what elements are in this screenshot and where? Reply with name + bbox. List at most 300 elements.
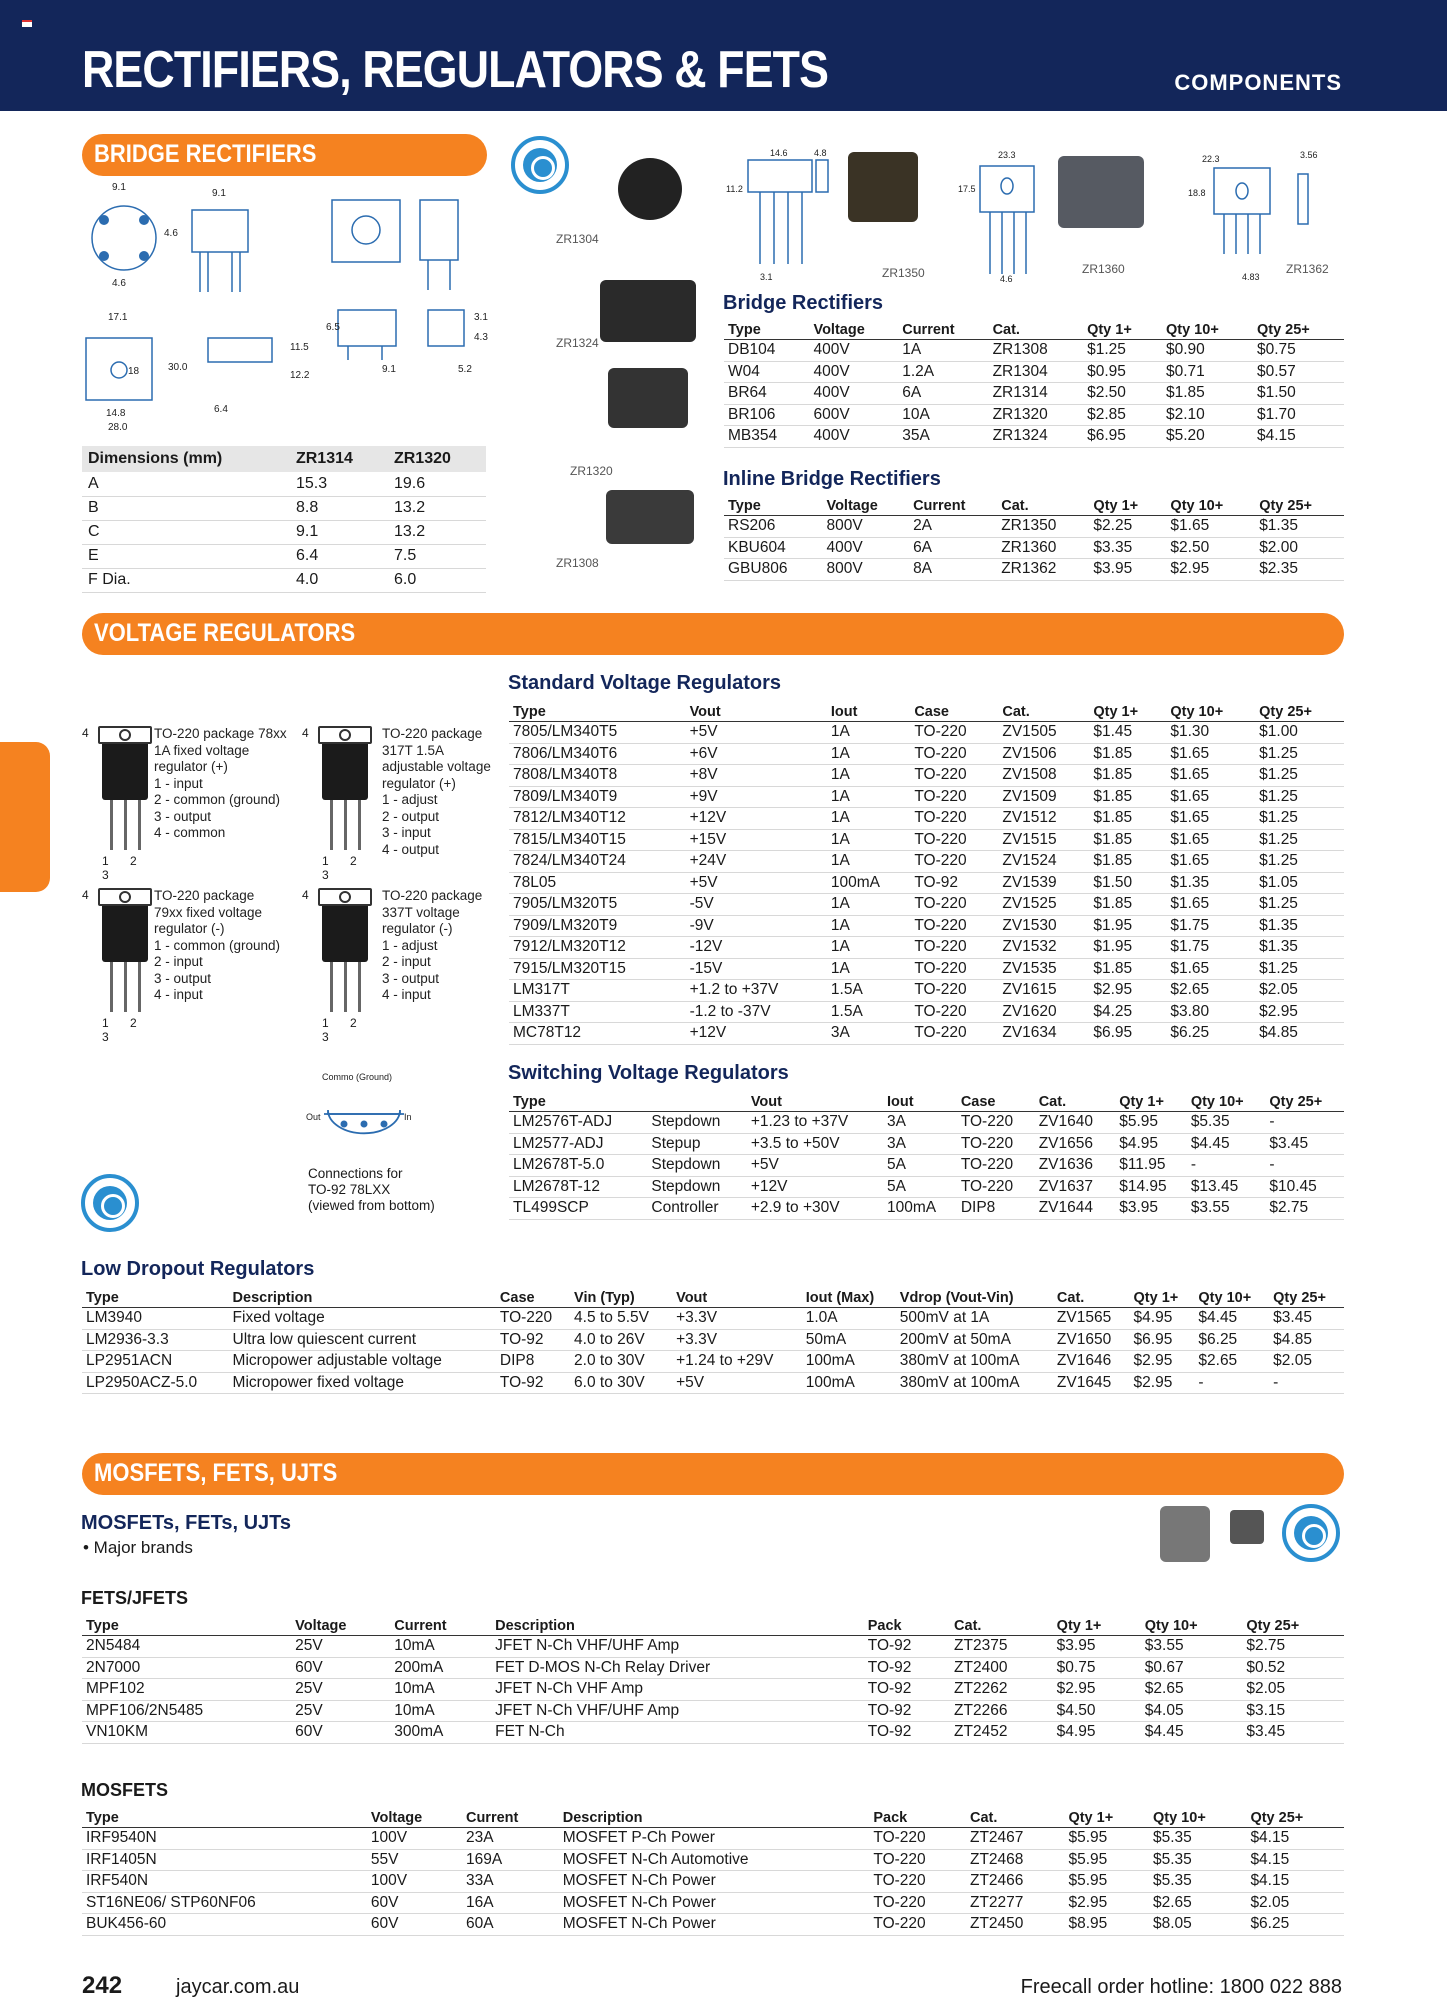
- table-cell: 100mA: [827, 872, 910, 894]
- table-cell: $3.55: [1187, 1198, 1266, 1220]
- table-cell: 5A: [883, 1176, 957, 1198]
- table-cell: $1.50: [1089, 872, 1166, 894]
- table-cell: ZR1304: [989, 361, 1084, 383]
- product-photo-mosfet: [1160, 1506, 1210, 1562]
- dims-cell: 6.4: [290, 544, 388, 568]
- table-cell: 100V: [367, 1828, 462, 1850]
- table-row: [82, 520, 486, 544]
- table-row: [509, 808, 1344, 830]
- column-header: Qty 1+: [1089, 702, 1166, 722]
- table-row: [82, 1722, 1344, 1744]
- table-cell: 800V: [822, 559, 909, 581]
- table-cell: TO-220: [869, 1849, 966, 1871]
- table-cell: $1.85: [1162, 383, 1253, 405]
- table-row: [509, 958, 1344, 980]
- table-cell: LM317T: [509, 980, 686, 1002]
- product-photo-zr1320: [608, 368, 688, 428]
- fets-heading: FETS/JFETS: [81, 1588, 189, 1608]
- table-cell: TO-92: [496, 1372, 570, 1394]
- table-cell: $2.65: [1194, 1351, 1269, 1373]
- column-header: Case: [957, 1092, 1035, 1112]
- pin-leg: [358, 962, 361, 1012]
- column-header: Qty 25+: [1242, 1616, 1344, 1636]
- column-header: Qty 1+: [1130, 1288, 1195, 1308]
- table-cell: +12V: [686, 1023, 827, 1045]
- table-cell: 7812/LM340T12: [509, 808, 686, 830]
- table-cell: $1.35: [1166, 872, 1255, 894]
- pin-labels: 1 2 3: [322, 1016, 366, 1044]
- table-cell: TO-220: [496, 1308, 570, 1330]
- drawing-label: 4.6: [112, 278, 126, 289]
- table-cell: $4.15: [1246, 1828, 1344, 1850]
- table-cell: $1.25: [1255, 786, 1344, 808]
- table-cell: TO-92: [864, 1700, 950, 1722]
- table-cell: 7912/LM320T12: [509, 937, 686, 959]
- dims-header: ZR1320: [388, 446, 486, 472]
- table-cell: 100V: [367, 1871, 462, 1893]
- table-cell: $1.65: [1166, 516, 1255, 538]
- table-cell: +9V: [686, 786, 827, 808]
- table-cell: 3A: [827, 1023, 910, 1045]
- table-cell: $1.75: [1166, 937, 1255, 959]
- drawing-label: 28.0: [108, 422, 128, 433]
- table-cell: LM337T: [509, 1001, 686, 1023]
- globe-icon[interactable]: [1282, 1504, 1340, 1562]
- table-cell: LM2678T-5.0: [509, 1155, 647, 1177]
- drawing-label: 18: [128, 366, 140, 377]
- table-cell: ZV1637: [1035, 1176, 1116, 1198]
- column-header: Cat.: [998, 702, 1089, 722]
- table-cell: TO-220: [869, 1914, 966, 1936]
- dims-header: Dimensions (mm): [82, 446, 290, 472]
- table-cell: $1.95: [1089, 915, 1166, 937]
- table-cell: $1.65: [1166, 765, 1255, 787]
- column-header: Type: [82, 1288, 229, 1308]
- table-cell: 2.0 to 30V: [570, 1351, 672, 1373]
- table-cell: ZV1525: [998, 894, 1089, 916]
- table-row: [82, 1679, 1344, 1701]
- table-row: [509, 980, 1344, 1002]
- table-cell: +1.23 to +37V: [747, 1112, 883, 1134]
- table-cell: 7808/LM340T8: [509, 765, 686, 787]
- voltage-section-title: VOLTAGE REGULATORS: [94, 619, 356, 647]
- table-cell: $1.25: [1255, 894, 1344, 916]
- table-row: [509, 1176, 1344, 1198]
- table-cell: 1.5A: [827, 1001, 910, 1023]
- table-cell: $2.85: [1083, 404, 1162, 426]
- table-cell: IRF1405N: [82, 1849, 367, 1871]
- table-cell: ZV1505: [998, 722, 1089, 744]
- drawing-label: 6.5: [326, 322, 340, 333]
- table-cell: $4.15: [1246, 1849, 1344, 1871]
- table-cell: FET D-MOS N-Ch Relay Driver: [491, 1657, 864, 1679]
- table-cell: $2.65: [1149, 1892, 1246, 1914]
- website-link[interactable]: jaycar.com.au: [176, 1976, 300, 1998]
- table-row: [509, 851, 1344, 873]
- low-dropout-heading: Low Dropout Regulators: [81, 1258, 315, 1280]
- table-cell: TO-220: [957, 1112, 1035, 1134]
- table-cell: ZV1644: [1035, 1198, 1116, 1220]
- table-cell: -: [1265, 1155, 1344, 1177]
- drawing-label: 9.1: [112, 182, 126, 193]
- product-caption: ZR1320: [570, 464, 613, 478]
- table-cell: ZV1640: [1035, 1112, 1116, 1134]
- table-cell: TO-92: [864, 1657, 950, 1679]
- dim-label: 14.6: [770, 148, 788, 158]
- table-cell: ZT2277: [966, 1892, 1064, 1914]
- table-row: [724, 516, 1344, 538]
- product-caption: ZR1362: [1286, 262, 1329, 276]
- table-cell: ZV1506: [998, 743, 1089, 765]
- table-cell: $1.65: [1166, 851, 1255, 873]
- table-cell: $1.25: [1255, 743, 1344, 765]
- table-row: [509, 915, 1344, 937]
- table-cell: $1.95: [1089, 937, 1166, 959]
- package-description: TO-220 package 317T 1.5A adjustable voltage regulator (+) 1 - adjust 2 - output 3 - input 4 - output: [382, 726, 491, 857]
- column-header: Qty 10+: [1166, 702, 1255, 722]
- table-row: [724, 559, 1344, 581]
- column-header: Type: [82, 1808, 367, 1828]
- table-cell: $0.52: [1242, 1657, 1344, 1679]
- pin-leg: [330, 962, 333, 1012]
- table-cell: GBU806: [724, 559, 822, 581]
- dims-cell: 7.5: [388, 544, 486, 568]
- table-cell: 7909/LM320T9: [509, 915, 686, 937]
- table-cell: LM2577-ADJ: [509, 1133, 647, 1155]
- column-header: Description: [229, 1288, 496, 1308]
- table-cell: TO-220: [910, 786, 998, 808]
- table-cell: 55V: [367, 1849, 462, 1871]
- table-cell: $0.67: [1141, 1657, 1243, 1679]
- table-cell: $1.35: [1255, 915, 1344, 937]
- table-cell: 50mA: [802, 1329, 896, 1351]
- table-cell: $6.25: [1166, 1023, 1255, 1045]
- table-cell: 7915/LM320T15: [509, 958, 686, 980]
- table-cell: $3.35: [1089, 537, 1166, 559]
- table-cell: $4.85: [1255, 1023, 1344, 1045]
- globe-icon[interactable]: [81, 1174, 139, 1232]
- product-caption: ZR1324: [556, 336, 599, 350]
- pin-leg: [124, 800, 127, 850]
- mounting-hole: [339, 729, 351, 741]
- column-header: Voltage: [367, 1808, 462, 1828]
- pin-leg: [110, 962, 113, 1012]
- dims-cell: 9.1: [290, 520, 388, 544]
- table-cell: 1A: [827, 958, 910, 980]
- fets-table: [82, 1616, 1344, 1744]
- column-header: Cat.: [950, 1616, 1053, 1636]
- table-cell: 400V: [809, 426, 898, 448]
- table-cell: TO-92: [910, 872, 998, 894]
- table-cell: $4.45: [1141, 1722, 1243, 1744]
- dim-label: 23.3: [998, 150, 1016, 160]
- table-cell: TO-220: [910, 958, 998, 980]
- globe-icon[interactable]: [511, 136, 569, 194]
- table-cell: +5V: [686, 872, 827, 894]
- table-cell: $4.15: [1253, 426, 1344, 448]
- column-header: Qty 1+: [1115, 1092, 1187, 1112]
- table-cell: $1.25: [1083, 340, 1162, 362]
- table-cell: $2.65: [1166, 980, 1255, 1002]
- mounting-hole: [119, 891, 131, 903]
- dims-cell: 15.3: [290, 472, 388, 496]
- table-row: [82, 1871, 1344, 1893]
- column-header: Current: [390, 1616, 491, 1636]
- table-cell: 16A: [462, 1892, 559, 1914]
- table-cell: ZV1512: [998, 808, 1089, 830]
- table-cell: $3.80: [1166, 1001, 1255, 1023]
- drawing-label: 17.1: [108, 312, 128, 323]
- table-cell: 100mA: [883, 1198, 957, 1220]
- table-cell: BUK456-60: [82, 1914, 367, 1936]
- table-cell: $1.65: [1166, 786, 1255, 808]
- table-cell: 2N7000: [82, 1657, 291, 1679]
- table-cell: $1.85: [1089, 808, 1166, 830]
- table-cell: $2.05: [1255, 980, 1344, 1002]
- table-cell: $6.95: [1083, 426, 1162, 448]
- table-cell: 3A: [883, 1112, 957, 1134]
- mounting-hole: [339, 891, 351, 903]
- package-description: TO-220 package 337T voltage regulator (-) 1 - adjust 2 - input 3 - output 4 - input: [382, 888, 483, 1002]
- table-cell: ZT2450: [966, 1914, 1064, 1936]
- table-cell: Stepdown: [647, 1176, 746, 1198]
- table-cell: +2.9 to +30V: [747, 1198, 883, 1220]
- table-cell: $3.95: [1115, 1198, 1187, 1220]
- table-cell: $2.35: [1255, 559, 1344, 581]
- table-cell: 1A: [827, 937, 910, 959]
- table-row: [82, 1892, 1344, 1914]
- table-row: [82, 1849, 1344, 1871]
- column-header: Cat.: [1035, 1092, 1116, 1112]
- table-cell: +3.3V: [672, 1329, 802, 1351]
- column-header: Description: [559, 1808, 870, 1828]
- table-cell: DIP8: [957, 1198, 1035, 1220]
- table-row: [509, 937, 1344, 959]
- table-cell: $4.45: [1187, 1133, 1266, 1155]
- dim-label: 22.3: [1202, 154, 1220, 164]
- table-cell: 1A: [827, 765, 910, 787]
- pin-number: 4: [82, 726, 89, 740]
- column-header: Qty 1+: [1064, 1808, 1149, 1828]
- dims-cell: A: [82, 472, 290, 496]
- column-header: Vin (Typ): [570, 1288, 672, 1308]
- column-header: Qty 25+: [1246, 1808, 1344, 1828]
- table-cell: 25V: [291, 1700, 390, 1722]
- drawing-label: 6.4: [214, 404, 228, 415]
- table-cell: $1.25: [1255, 808, 1344, 830]
- package-diagram: [302, 888, 532, 1044]
- table-cell: +3.5 to +50V: [747, 1133, 883, 1155]
- column-header: Qty 1+: [1083, 320, 1162, 340]
- table-row: [724, 361, 1344, 383]
- pin-leg: [344, 800, 347, 850]
- column-header: Vdrop (Vout-Vin): [896, 1288, 1053, 1308]
- table-cell: 300mA: [390, 1722, 491, 1744]
- table-cell: ZT2468: [966, 1849, 1064, 1871]
- table-cell: $5.35: [1149, 1871, 1246, 1893]
- table-cell: ZV1645: [1053, 1372, 1130, 1394]
- table-row: [82, 1657, 1344, 1679]
- bridge-section-title: BRIDGE RECTIFIERS: [94, 140, 317, 168]
- table-cell: 1.0A: [802, 1308, 896, 1330]
- pin-leg: [138, 962, 141, 1012]
- table-cell: $1.85: [1089, 829, 1166, 851]
- table-row: [509, 765, 1344, 787]
- table-cell: $4.45: [1194, 1308, 1269, 1330]
- table-cell: $5.35: [1149, 1849, 1246, 1871]
- dims-cell: 13.2: [388, 496, 486, 520]
- dims-cell: C: [82, 520, 290, 544]
- drawing-label: 4.6: [164, 228, 178, 239]
- table-cell: 380mV at 100mA: [896, 1372, 1053, 1394]
- table-cell: 6A: [898, 383, 988, 405]
- table-cell: 1A: [827, 829, 910, 851]
- table-cell: ZV1656: [1035, 1133, 1116, 1155]
- table-cell: $2.50: [1166, 537, 1255, 559]
- table-cell: $1.65: [1166, 829, 1255, 851]
- table-cell: TO-92: [496, 1329, 570, 1351]
- table-cell: $3.15: [1242, 1700, 1344, 1722]
- dim-label: 18.8: [1188, 188, 1206, 198]
- table-cell: -5V: [686, 894, 827, 916]
- table-cell: 23A: [462, 1828, 559, 1850]
- column-header: Current: [898, 320, 988, 340]
- dims-header: ZR1314: [290, 446, 388, 472]
- table-cell: Micropower adjustable voltage: [229, 1351, 496, 1373]
- pin-number: 4: [302, 726, 309, 740]
- table-row: [82, 1700, 1344, 1722]
- table-cell: $1.85: [1089, 786, 1166, 808]
- table-cell: 1A: [827, 851, 910, 873]
- table-cell: BR106: [724, 404, 809, 426]
- table-cell: 4.5 to 5.5V: [570, 1308, 672, 1330]
- table-row: [82, 1308, 1344, 1330]
- table-cell: LP2950ACZ-5.0: [82, 1372, 229, 1394]
- table-cell: 7809/LM340T9: [509, 786, 686, 808]
- table-cell: $0.90: [1162, 340, 1253, 362]
- table-cell: $1.30: [1166, 722, 1255, 744]
- dim-label: 4.83: [1242, 272, 1260, 282]
- table-cell: $8.05: [1149, 1914, 1246, 1936]
- package-diagram: [302, 726, 532, 882]
- column-header: Case: [496, 1288, 570, 1308]
- mounting-hole: [119, 729, 131, 741]
- table-cell: ZV1539: [998, 872, 1089, 894]
- inline-rectifiers-heading: Inline Bridge Rectifiers: [723, 468, 941, 490]
- table-cell: 200mA: [390, 1657, 491, 1679]
- table-cell: +3.3V: [672, 1308, 802, 1330]
- table-cell: ZV1650: [1053, 1329, 1130, 1351]
- table-cell: $1.00: [1255, 722, 1344, 744]
- column-header: Voltage: [291, 1616, 390, 1636]
- table-cell: TO-220: [910, 1001, 998, 1023]
- table-cell: VN10KM: [82, 1722, 291, 1744]
- page-header: [0, 0, 1447, 111]
- table-cell: $10.45: [1265, 1176, 1344, 1198]
- package-description: TO-220 package 78xx 1A fixed voltage regulator (+) 1 - input 2 - common (ground) 3 - output 4 - common: [154, 726, 287, 840]
- column-header: Iout (Max): [802, 1288, 896, 1308]
- to92-label: Commo: [322, 1072, 354, 1082]
- table-cell: $2.25: [1089, 516, 1166, 538]
- pin-labels: 1 2 3: [322, 854, 366, 882]
- table-cell: $2.10: [1162, 404, 1253, 426]
- table-cell: 100mA: [802, 1351, 896, 1373]
- to220-body: [322, 902, 368, 962]
- table-cell: 1A: [827, 808, 910, 830]
- table-cell: $1.65: [1166, 743, 1255, 765]
- column-header: Current: [462, 1808, 559, 1828]
- switching-regulators-table: [509, 1092, 1344, 1220]
- table-cell: 7805/LM340T5: [509, 722, 686, 744]
- drawing-label: 3.1: [474, 312, 488, 323]
- table-cell: ZV1636: [1035, 1155, 1116, 1177]
- table-cell: +1.2 to +37V: [686, 980, 827, 1002]
- table-cell: $1.85: [1089, 894, 1166, 916]
- table-cell: 2N5484: [82, 1636, 291, 1658]
- table-cell: TO-220: [910, 980, 998, 1002]
- table-cell: ZV1620: [998, 1001, 1089, 1023]
- table-cell: $1.65: [1166, 894, 1255, 916]
- column-header: Case: [910, 702, 998, 722]
- table-cell: -9V: [686, 915, 827, 937]
- column-header: Qty 25+: [1255, 496, 1344, 516]
- table-cell: $1.25: [1255, 851, 1344, 873]
- table-cell: TO-220: [910, 808, 998, 830]
- package-diagram: [82, 888, 312, 1044]
- package-description: TO-220 package 79xx fixed voltage regulator (-) 1 - common (ground) 2 - input 3 - output 4 - input: [154, 888, 281, 1002]
- table-cell: 400V: [822, 537, 909, 559]
- table-cell: $6.95: [1089, 1023, 1166, 1045]
- dim-label: 4.8: [814, 148, 827, 158]
- column-header: Qty 1+: [1089, 496, 1166, 516]
- column-header: Qty 1+: [1053, 1616, 1141, 1636]
- table-cell: 60A: [462, 1914, 559, 1936]
- low-dropout-table: [82, 1288, 1344, 1394]
- drawing-label: 5.2: [458, 364, 472, 375]
- table-cell: 1A: [827, 722, 910, 744]
- table-cell: 25V: [291, 1679, 390, 1701]
- table-cell: MB354: [724, 426, 809, 448]
- table-cell: $5.35: [1187, 1112, 1266, 1134]
- table-cell: BR64: [724, 383, 809, 405]
- table-cell: $13.45: [1187, 1176, 1266, 1198]
- column-header: Qty 10+: [1162, 320, 1253, 340]
- table-cell: $0.75: [1253, 340, 1344, 362]
- column-header: Qty 10+: [1166, 496, 1255, 516]
- table-cell: +6V: [686, 743, 827, 765]
- table-cell: DIP8: [496, 1351, 570, 1373]
- to220-body: [102, 902, 148, 962]
- table-cell: ZV1646: [1053, 1351, 1130, 1373]
- pin-leg: [124, 962, 127, 1012]
- table-cell: ZR1314: [989, 383, 1084, 405]
- table-cell: ZT2466: [966, 1871, 1064, 1893]
- table-cell: $4.25: [1089, 1001, 1166, 1023]
- table-cell: ZR1362: [997, 559, 1089, 581]
- table-cell: Stepdown: [647, 1112, 746, 1134]
- product-caption: ZR1360: [1082, 262, 1125, 276]
- dims-cell: 8.8: [290, 496, 388, 520]
- table-cell: 60V: [367, 1892, 462, 1914]
- table-cell: $0.71: [1162, 361, 1253, 383]
- mosfets-section-title: MOSFETS, FETS, UJTS: [94, 1459, 338, 1487]
- column-header: Qty 10+: [1187, 1092, 1266, 1112]
- table-cell: +8V: [686, 765, 827, 787]
- table-row: [724, 383, 1344, 405]
- table-cell: $3.95: [1053, 1636, 1141, 1658]
- column-header: Cat.: [997, 496, 1089, 516]
- table-cell: Stepdown: [647, 1155, 746, 1177]
